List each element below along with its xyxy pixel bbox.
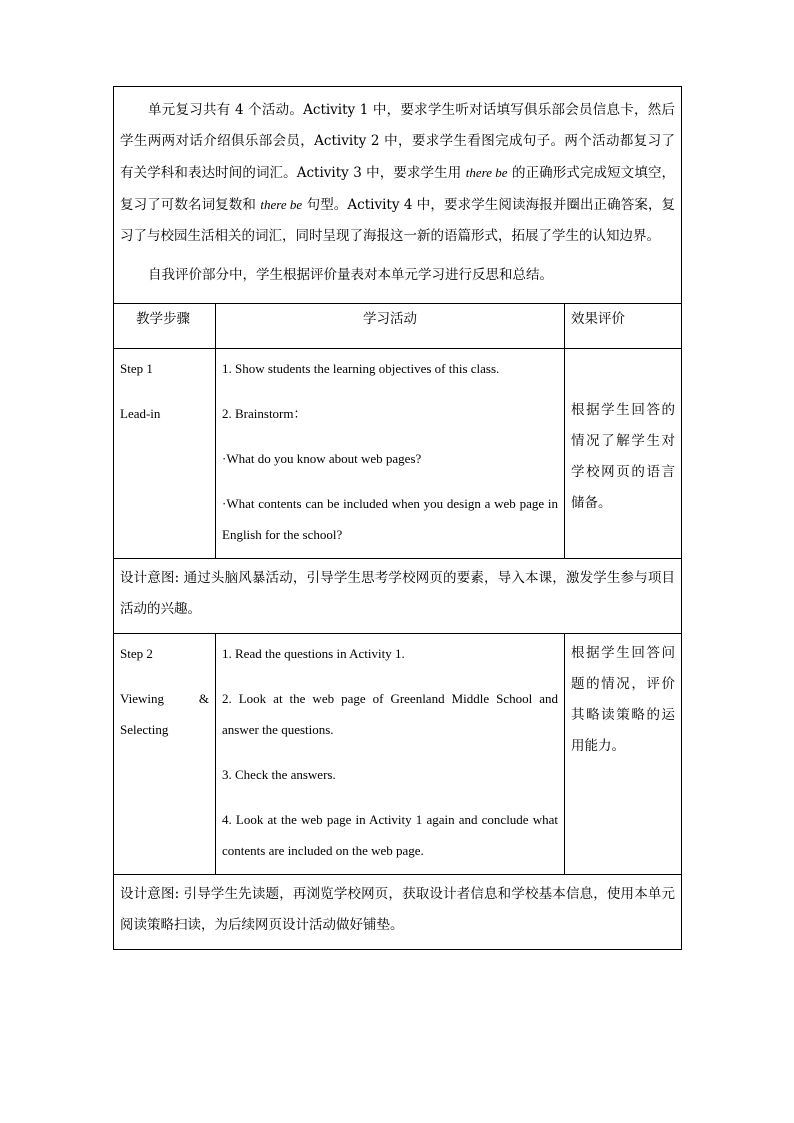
step2-design-row — [114, 875, 682, 950]
header-activities: 学习活动 — [216, 304, 565, 349]
step1-activity-1: 1. Show students the learning objectives of this class. — [222, 361, 500, 376]
intro-text-a: 单元复习共有 4 个活动。Activity 1 中，要求学生听对话填写俱乐部会员信息卡，然后学生两两对话介绍俱乐部会员，Activity 2 中，要求学生看图完成句子。两个活动都复习了有关学科和表达时间的词汇。Activity 3 中，要求学生用 — [120, 102, 676, 181]
step1-name: Lead-in — [120, 406, 161, 421]
intro-text-b: 的正确形式完成短文填空，复习了可数名词复数和 — [120, 165, 676, 213]
step2-step-cell — [114, 634, 216, 875]
step2-name-viewing: Viewing — [120, 691, 164, 706]
step2-activity-3: 3. Check the answers. — [222, 767, 336, 782]
lesson-plan-table — [113, 86, 682, 950]
step1-activities-cell — [216, 349, 565, 559]
intro-italic-there-be-1: there be — [465, 165, 508, 180]
intro-text-c: 句型。Activity 4 中，要求学生阅读海报并圈出正确答案，复习了与校园生活相关的词汇，同时呈现了海报这一新的语篇形式，拓展了学生的认知边界。 — [120, 197, 676, 244]
step2-name-line — [120, 683, 209, 714]
step1-design-row — [114, 559, 682, 634]
intro-italic-there-be-2: there be — [260, 197, 303, 212]
intro-paragraph-1 — [120, 95, 675, 252]
step1-evaluation-cell — [565, 349, 682, 559]
step1-evaluation: 根据学生回答的情况了解学生对学校网页的语言储备。 — [571, 402, 676, 511]
header-steps: 教学步骤 — [114, 304, 216, 349]
step2-evaluation-cell — [565, 634, 682, 875]
step1-activity-2: 2. Brainstorm： — [222, 406, 307, 421]
intro-row — [114, 87, 682, 304]
step1-row — [114, 349, 682, 559]
step2-name-selecting: Selecting — [120, 722, 169, 737]
step1-step-cell — [114, 349, 216, 559]
step1-number: Step 1 — [120, 361, 153, 376]
step2-evaluation: 根据学生回答问题的情况，评价其略读策略的运用能力。 — [571, 645, 676, 754]
step2-row — [114, 634, 682, 875]
step2-activities-cell — [216, 634, 565, 875]
step1-activity-4: ·What contents can be included when you design a web page in English for the school? — [222, 496, 558, 542]
step1-design-intent: 设计意图: 通过头脑风暴活动，引导学生思考学校网页的要素，导入本课，激发学生参与项目活动的兴趣。 — [114, 559, 682, 634]
step2-activity-4: 4. Look at the web page in Activity 1 again and conclude what contents are included on the web page. — [222, 812, 558, 858]
intro-cell — [114, 87, 682, 304]
step2-design-intent: 设计意图: 引导学生先读题，再浏览学校网页，获取设计者信息和学校基本信息，使用本单元阅读策略扫读，为后续网页设计活动做好铺垫。 — [114, 875, 682, 950]
header-evaluation: 效果评价 — [565, 304, 682, 349]
intro-paragraph-2: 自我评价部分中，学生根据评价量表对本单元学习进行反思和总结。 — [148, 267, 553, 283]
step2-number: Step 2 — [120, 646, 153, 661]
step1-activity-3: ·What do you know about web pages? — [222, 451, 422, 466]
header-row — [114, 304, 682, 349]
step2-name-amp: & — [198, 691, 209, 706]
step2-activity-2: 2. Look at the web page of Greenland Middle School and answer the questions. — [222, 691, 558, 737]
step2-activity-1: 1. Read the questions in Activity 1. — [222, 646, 405, 661]
